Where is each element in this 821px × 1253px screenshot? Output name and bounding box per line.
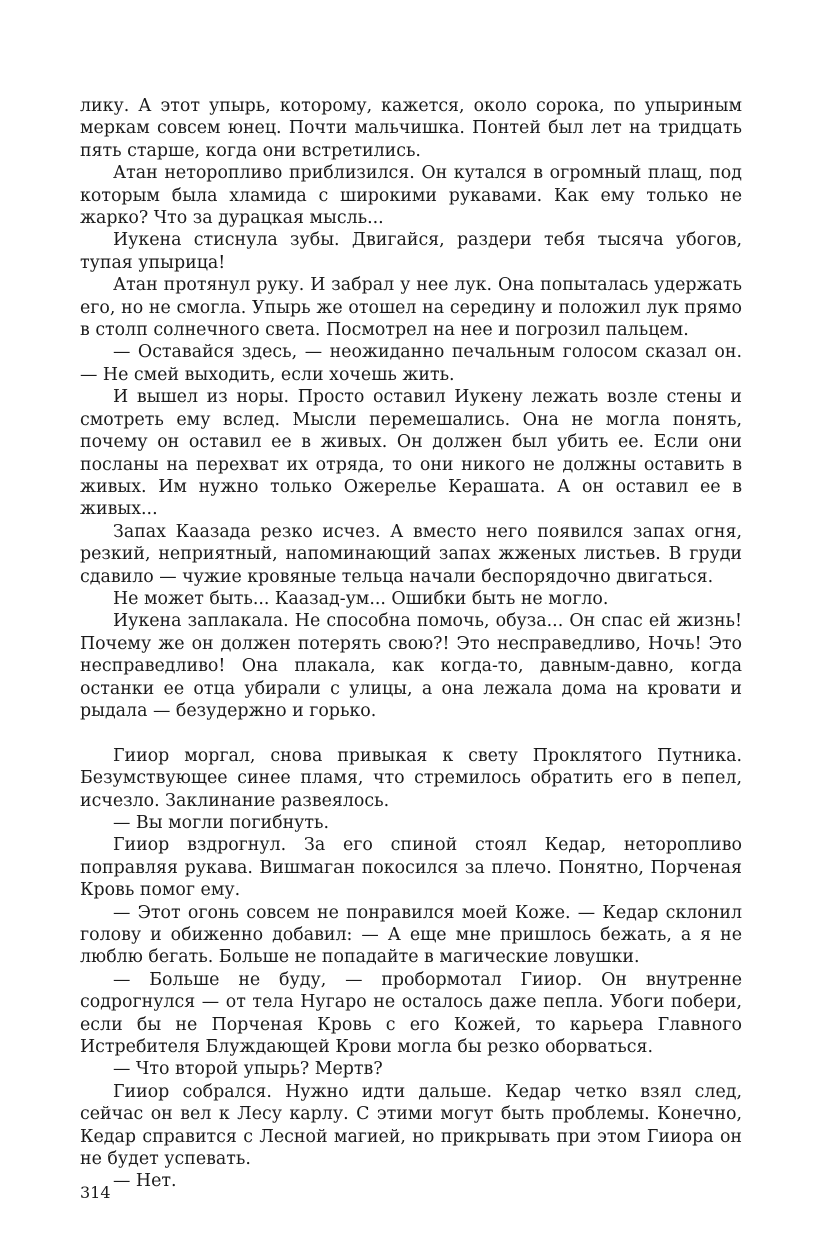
paragraph: И вышел из норы. Просто оставил Иукену лежать возле стены и смотреть ему вслед. Мысли перемешались. Она не могла понять, почему он оставил ее в живых. Он должен был убить ее. Если они посланы на перехват их отряда, то они никого не должны оставить в живых. Им нужно только Ожерелье Керашата. А он оставил ее в живых... [80,387,742,520]
paragraph: Атан протянул руку. И забрал у нее лук. Она попыталась удержать его, но не смогла. Упырь же отошел на середину и положил лук прямо в столп солнечного света. Посмотрел на нее и погрозил пальцем. [80,275,742,341]
paragraph: Иукена заплакала. Не способна помочь, обуза... Он спас ей жизнь! Почему же он должен потерять свою?! Это несправедливо, Ночь! Это несправедливо! Она плакала, как когда-то, давным-давно, когда останки ее отца убирали с улицы, а она лежала дома на кровати и рыдала — безудержно и горько. [80,611,742,721]
paragraph: Гииор моргал, снова привыкая к свету Проклятого Путника. Безумствующее синее пламя, что стремилось обратить его в пепел, исчезло. Заклинание развеялось. [80,745,742,811]
paragraph: Иукена стиснула зубы. Двигайся, раздери тебя тысяча убогов, тупая упырица! [80,230,742,273]
paragraph: — Больше не буду, — пробормотал Гииор. Он внутренне содрогнулся — от тела Нугаро не осталось даже пепла. Убоги побери, если бы не Порченая Кровь с его Кожей, то карьера Главного Истребителя Блуждающей Крови могла бы резко оборваться. [80,969,742,1058]
paragraph: лику. А этот упырь, которому, кажется, около сорока, по упыриным меркам совсем юнец. Почти мальчишка. Понтей был лет на тридцать пять старше, когда они встретились. [80,96,742,161]
paragraph: Запах Каазада резко исчез. А вместо него появился запах огня, резкий, неприятный, напоминающий запах жженых листьев. В груди сдавило — чужие кровяные тельца начали беспорядочно двигаться. [80,521,742,587]
page-number: 314 [80,1183,111,1202]
section-break [80,722,742,744]
paragraph: Гииор вздрогнул. За его спиной стоял Кедар, неторопливо поправляя рукава. Вишмаган покосился за плечо. Понятно, Порченая Кровь помог ему. [80,835,742,901]
page-body [80,95,742,1193]
paragraph: — Этот огонь совсем не понравился моей Коже. — Кедар склонил голову и обиженно добавил: — А еще мне пришлось бежать, а я не люблю бегать. Больше не попадайте в магические ловушки. [80,902,742,968]
paragraph: Не может быть... Каазад-ум... Ошибки быть не могло. [113,588,609,609]
paragraph: — Вы могли погибнуть. [113,812,330,833]
paragraph: — Оставайся здесь, — неожиданно печальным голосом сказал он. — Не смей выходить, если хочешь жить. [80,342,742,385]
paragraph: Атан неторопливо приблизился. Он кутался в огромный плащ, под которым была хламида с широкими рукавами. Как ему только не жарко? Что за дурацкая мысль... [80,163,742,229]
paragraph: — Нет. [113,1171,177,1192]
paragraph: — Что второй упырь? Мертв? [113,1059,383,1080]
paragraph: Гииор собрался. Нужно идти дальше. Кедар четко взял след, сейчас он вел к Лесу карлу. С этими могут быть проблемы. Конечно, Кедар справится с Лесной магией, но прикрывать при этом Гииора он не будет успевать. [80,1081,742,1170]
